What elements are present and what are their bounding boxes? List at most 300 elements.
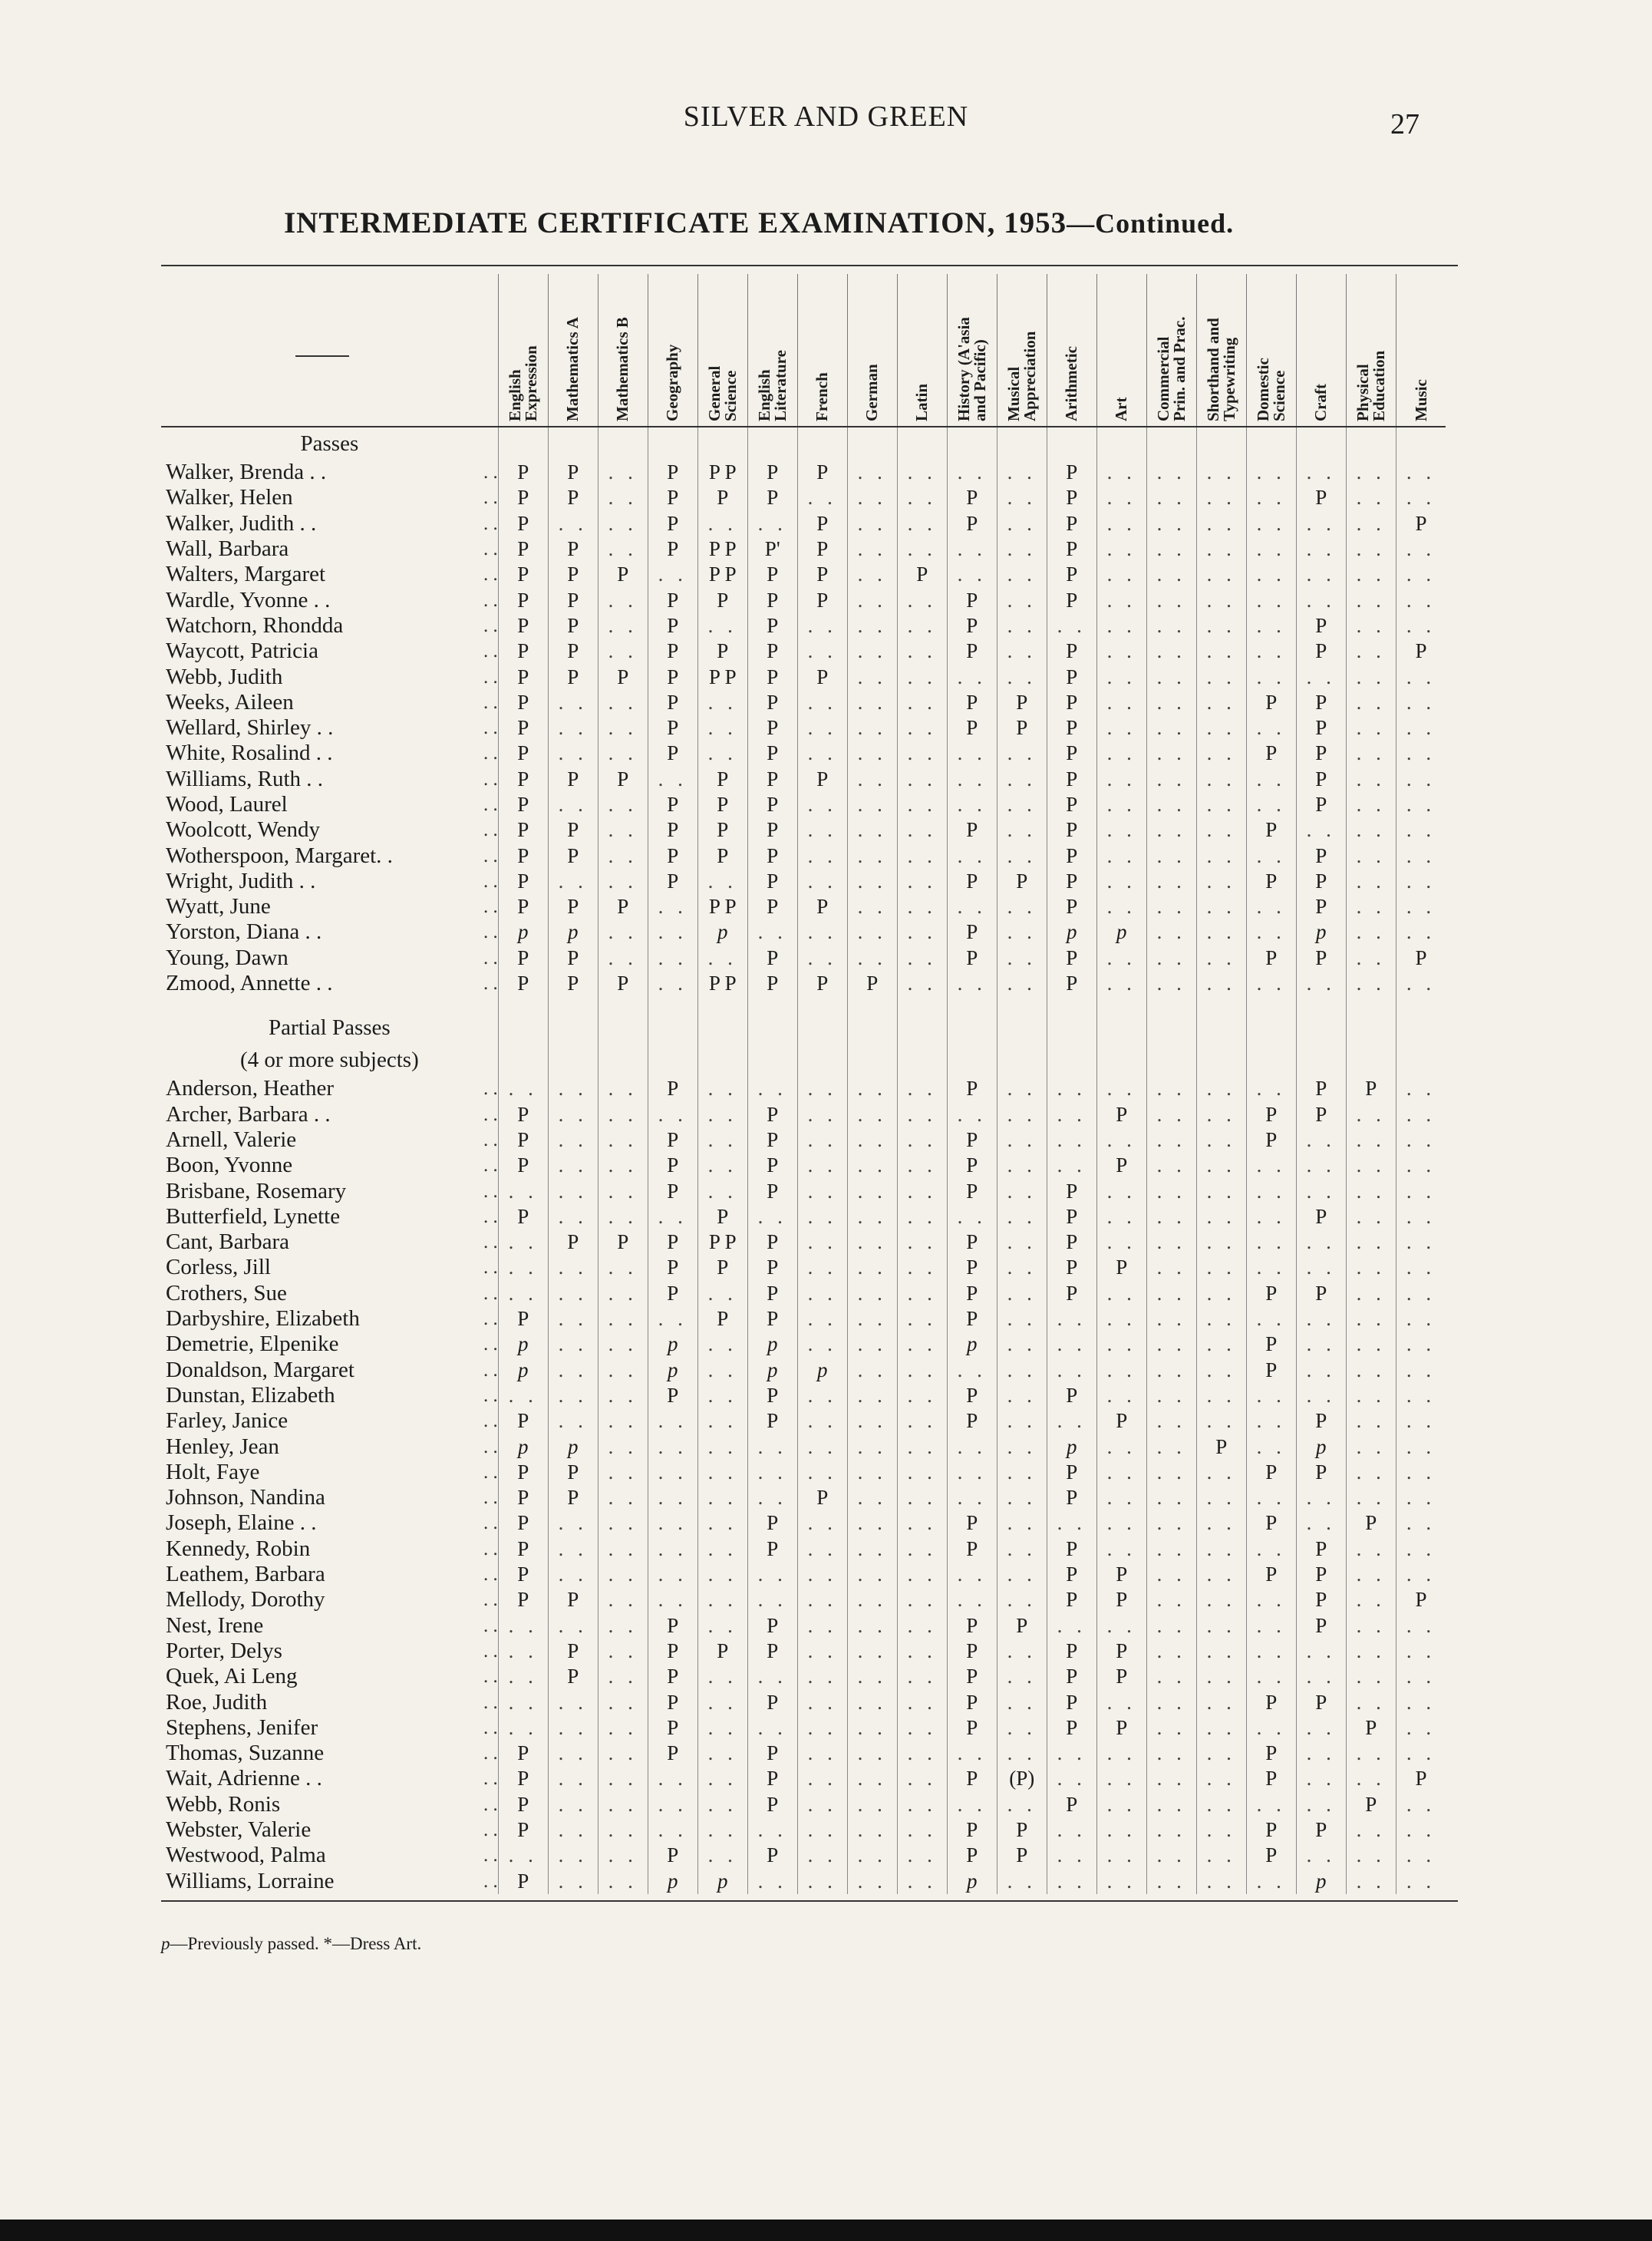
result-cell: P [1047, 1587, 1096, 1612]
no-result-cell: . . [697, 869, 747, 894]
leader-dots: . . [483, 589, 498, 611]
student-name: Roe, Judith [166, 1689, 268, 1715]
no-result-cell: . . [1346, 971, 1396, 996]
table-row [161, 1562, 1446, 1587]
no-result-cell: . . [797, 485, 847, 510]
no-result-cell: . . [797, 1792, 847, 1817]
result-cell: p [648, 1868, 697, 1893]
no-result-cell: . . [697, 1664, 747, 1689]
no-result-cell: . . [1096, 1536, 1146, 1562]
result-cell: P [498, 1408, 548, 1434]
no-result-cell: . . [847, 664, 897, 689]
no-result-cell: . . [897, 767, 947, 792]
no-result-cell: . . [1396, 1178, 1446, 1203]
empty-cell [697, 427, 747, 460]
no-result-cell: . . [1196, 1766, 1246, 1791]
no-result-cell: . . [797, 1434, 847, 1459]
no-result-cell: . . [897, 460, 947, 485]
no-result-cell: . . [1296, 1664, 1346, 1689]
no-result-cell: . . [847, 1817, 897, 1843]
result-cell: P [1047, 715, 1096, 741]
subject-header [797, 274, 847, 427]
no-result-cell: . . [897, 1664, 947, 1689]
no-result-cell: . . [548, 511, 598, 536]
leader-dots: . . [483, 1691, 498, 1713]
page-number: 27 [1390, 108, 1420, 140]
no-result-cell: . . [1096, 817, 1146, 843]
no-result-cell: . . [697, 1408, 747, 1434]
result-cell: P [1246, 741, 1296, 766]
no-result-cell: . . [797, 1153, 847, 1178]
no-result-cell: . . [1146, 1587, 1196, 1612]
no-result-cell: . . [797, 1281, 847, 1306]
no-result-cell: . . [1246, 894, 1296, 919]
no-result-cell: . . [1196, 536, 1246, 562]
no-result-cell: . . [897, 1332, 947, 1357]
no-result-cell: . . [997, 613, 1047, 639]
student-name: Archer, Barbara . . [166, 1101, 331, 1127]
empty-cell [1096, 1044, 1146, 1076]
no-result-cell: . . [1196, 511, 1246, 536]
no-result-cell: . . [1396, 1102, 1446, 1127]
result-cell: p [947, 1332, 997, 1357]
no-result-cell: . . [797, 1612, 847, 1638]
no-result-cell: . . [747, 919, 797, 945]
no-result-cell: . . [697, 741, 747, 766]
leader-dots: . . [483, 1487, 498, 1509]
table-row [161, 1510, 1446, 1536]
no-result-cell: . . [797, 1741, 847, 1766]
no-result-cell: . . [1146, 1792, 1196, 1817]
result-cell: P [1047, 1562, 1096, 1587]
result-cell: P [1346, 1510, 1396, 1536]
no-result-cell: . . [1196, 562, 1246, 587]
no-result-cell: . . [1346, 1664, 1396, 1689]
student-name: Walker, Brenda . . [166, 460, 327, 485]
no-result-cell: . . [548, 690, 598, 715]
no-result-cell: . . [1196, 792, 1246, 817]
result-cell: P [1296, 1587, 1346, 1612]
result-cell: P [947, 1536, 997, 1562]
no-result-cell: . . [1146, 1766, 1196, 1791]
result-cell: P [1047, 971, 1096, 996]
no-result-cell: . . [947, 1434, 997, 1459]
no-result-cell: . . [947, 1102, 997, 1127]
result-cell: P [1096, 1153, 1146, 1178]
no-result-cell: . . [1096, 587, 1146, 612]
no-result-cell: . . [598, 1358, 648, 1383]
leader-dots: . . [483, 718, 498, 739]
result-cell: P [747, 1741, 797, 1766]
no-result-cell: . . [997, 971, 1047, 996]
empty-cell [947, 996, 997, 1044]
result-cell: P [747, 1689, 797, 1715]
result-cell: P [1246, 1766, 1296, 1791]
leader-dots: . . [483, 487, 498, 509]
result-cell: P [747, 767, 797, 792]
no-result-cell: . . [1396, 664, 1446, 689]
result-cell: P [1047, 1639, 1096, 1664]
empty-cell [548, 427, 598, 460]
student-name: Arnell, Valerie [166, 1127, 297, 1152]
no-result-cell: . . [548, 1332, 598, 1357]
subject-header-label: Musical Appreciation [1004, 331, 1039, 421]
result-cell: P [498, 869, 548, 894]
result-cell: P [947, 1076, 997, 1101]
result-cell: P [1047, 690, 1096, 715]
result-cell: P [747, 1229, 797, 1255]
result-cell: P [697, 587, 747, 612]
empty-cell [1346, 427, 1396, 460]
result-cell: P [947, 1255, 997, 1280]
no-result-cell: . . [1096, 1792, 1146, 1817]
no-result-cell: . . [1246, 792, 1296, 817]
no-result-cell: . . [897, 1587, 947, 1612]
no-result-cell: . . [997, 843, 1047, 868]
no-result-cell: . . [697, 1766, 747, 1791]
result-cell: P [648, 1843, 697, 1868]
no-result-cell: . . [648, 919, 697, 945]
no-result-cell: . . [598, 946, 648, 971]
no-result-cell: . . [1296, 1229, 1346, 1255]
no-result-cell: . . [747, 1817, 797, 1843]
result-cell: P [747, 613, 797, 639]
result-cell: P [797, 587, 847, 612]
no-result-cell: . . [1396, 894, 1446, 919]
no-result-cell: . . [1346, 536, 1396, 562]
result-cell: P [697, 485, 747, 510]
leader-dots: . . [483, 1206, 498, 1227]
no-result-cell: . . [947, 741, 997, 766]
result-cell: P [797, 562, 847, 587]
no-result-cell: . . [1096, 1843, 1146, 1868]
no-result-cell: . . [1047, 1153, 1096, 1178]
result-cell: P [648, 664, 697, 689]
no-result-cell: . . [598, 715, 648, 741]
no-result-cell: . . [1196, 919, 1246, 945]
no-result-cell: . . [897, 639, 947, 664]
result-cell: P [1296, 1281, 1346, 1306]
no-result-cell: . . [1396, 843, 1446, 868]
result-cell: P [648, 690, 697, 715]
result-cell: P [947, 1817, 997, 1843]
no-result-cell: . . [1396, 1306, 1446, 1332]
no-result-cell: . . [1196, 1178, 1246, 1203]
result-cell: P [1246, 1562, 1296, 1587]
result-cell: P [648, 1383, 697, 1408]
no-result-cell: . . [548, 1766, 598, 1791]
no-result-cell: . . [897, 1102, 947, 1127]
result-cell: P [1047, 1460, 1096, 1485]
no-result-cell: . . [1246, 460, 1296, 485]
result-cell: P [1296, 1562, 1346, 1587]
no-result-cell: . . [997, 919, 1047, 945]
no-result-cell: . . [797, 1817, 847, 1843]
no-result-cell: . . [548, 1076, 598, 1101]
result-cell: p [548, 919, 598, 945]
result-cell: P [548, 562, 598, 587]
section-title: Partial Passes [269, 1015, 391, 1040]
result-cell: P [947, 1715, 997, 1741]
table-row [161, 817, 1446, 843]
no-result-cell: . . [1396, 919, 1446, 945]
no-result-cell: . . [1096, 485, 1146, 510]
no-result-cell: . . [1096, 639, 1146, 664]
no-result-cell: . . [1146, 536, 1196, 562]
student-name: Waycott, Patricia [166, 639, 318, 664]
student-name: Wotherspoon, Margaret. . [166, 843, 393, 868]
student-name: Webster, Valerie [166, 1817, 312, 1842]
student-name: Webb, Judith [166, 664, 283, 689]
result-cell: P [1246, 817, 1296, 843]
result-cell: P [747, 587, 797, 612]
result-cell: P [548, 1639, 598, 1664]
no-result-cell: . . [847, 1536, 897, 1562]
table-row [161, 894, 1446, 919]
no-result-cell: . . [897, 1792, 947, 1817]
leader-dots: . . [483, 1717, 498, 1738]
result-cell: P [747, 817, 797, 843]
no-result-cell: . . [897, 1127, 947, 1153]
no-result-cell: . . [1396, 1434, 1446, 1459]
no-result-cell: . . [1396, 1510, 1446, 1536]
no-result-cell: . . [1396, 1792, 1446, 1817]
no-result-cell: . . [1296, 1485, 1346, 1510]
empty-cell [548, 1044, 598, 1076]
no-result-cell: . . [997, 1587, 1047, 1612]
result-cell: P [1296, 792, 1346, 817]
no-result-cell: . . [1096, 792, 1146, 817]
subject-header-label: Arithmetic [1062, 346, 1081, 421]
no-result-cell: . . [598, 817, 648, 843]
no-result-cell: . . [598, 1306, 648, 1332]
no-result-cell: . . [598, 1485, 648, 1510]
no-result-cell: . . [1396, 767, 1446, 792]
no-result-cell: . . [598, 1689, 648, 1715]
result-cell: P [648, 1281, 697, 1306]
no-result-cell: . . [1346, 1408, 1396, 1434]
no-result-cell: . . [1196, 1204, 1246, 1229]
result-cell: P [548, 1229, 598, 1255]
no-result-cell: . . [1346, 894, 1396, 919]
section-subtitle: (4 or more subjects) [240, 1047, 419, 1072]
no-result-cell: . . [1196, 690, 1246, 715]
no-result-cell: . . [1146, 817, 1196, 843]
no-result-cell: . . [1146, 587, 1196, 612]
result-cell: P [1047, 1485, 1096, 1510]
empty-cell [598, 996, 648, 1044]
result-cell: P P [697, 894, 747, 919]
no-result-cell: . . [847, 946, 897, 971]
table-row [161, 511, 1446, 536]
result-cell: P [498, 639, 548, 664]
no-result-cell: . . [1396, 1127, 1446, 1153]
no-result-cell: . . [847, 1612, 897, 1638]
result-cell: P [1246, 1689, 1296, 1715]
no-result-cell: . . [1246, 971, 1296, 996]
no-result-cell: . . [598, 1868, 648, 1893]
no-result-cell: . . [697, 1562, 747, 1587]
table-row [161, 1587, 1446, 1612]
no-result-cell: . . [1196, 1510, 1246, 1536]
subject-header-label: General Science [704, 365, 740, 421]
no-result-cell: . . [598, 1332, 648, 1357]
result-cell: P [498, 1204, 548, 1229]
no-result-cell: . . [697, 1127, 747, 1153]
leader-dots: . . [483, 1640, 498, 1662]
result-cell: P P [697, 562, 747, 587]
no-result-cell: . . [1096, 664, 1146, 689]
no-result-cell: . . [997, 767, 1047, 792]
no-result-cell: . . [1246, 1408, 1296, 1434]
no-result-cell: . . [897, 1358, 947, 1383]
no-result-cell: . . [947, 894, 997, 919]
no-result-cell: . . [1146, 1434, 1196, 1459]
empty-cell [1296, 1044, 1346, 1076]
result-cell: P [1246, 1843, 1296, 1868]
no-result-cell: . . [797, 715, 847, 741]
leader-dots: . . [483, 666, 498, 688]
no-result-cell: . . [1346, 1332, 1396, 1357]
leader-dots: . . [483, 1538, 498, 1559]
no-result-cell: . . [1146, 1153, 1196, 1178]
no-result-cell: . . [897, 1562, 947, 1587]
no-result-cell: . . [997, 1562, 1047, 1587]
empty-cell [747, 1044, 797, 1076]
student-name: Williams, Ruth . . [166, 766, 324, 791]
result-cell: P [997, 1817, 1047, 1843]
result-cell: P [1096, 1664, 1146, 1689]
no-result-cell: . . [897, 485, 947, 510]
no-result-cell: . . [1096, 1358, 1146, 1383]
no-result-cell: . . [797, 690, 847, 715]
leader-dots: . . [483, 947, 498, 969]
result-cell: p [548, 1434, 598, 1459]
no-result-cell: . . [598, 1843, 648, 1868]
result-cell: P [598, 894, 648, 919]
result-cell: p [648, 1358, 697, 1383]
result-cell: P [498, 1485, 548, 1510]
no-result-cell: . . [548, 1510, 598, 1536]
no-result-cell: . . [1296, 1127, 1346, 1153]
no-result-cell: . . [1196, 1153, 1246, 1178]
no-result-cell: . . [598, 1715, 648, 1741]
no-result-cell: . . [1296, 1306, 1346, 1332]
result-cell: P [648, 485, 697, 510]
result-cell: P [1047, 894, 1096, 919]
no-result-cell: . . [697, 1434, 747, 1459]
no-result-cell: . . [997, 1255, 1047, 1280]
result-cell: P [747, 1306, 797, 1332]
no-result-cell: . . [1396, 792, 1446, 817]
no-result-cell: . . [598, 1102, 648, 1127]
table-row [161, 869, 1446, 894]
no-result-cell: . . [548, 1689, 598, 1715]
result-cell: P [1047, 946, 1096, 971]
table-row [161, 613, 1446, 639]
no-result-cell: . . [1246, 1255, 1296, 1280]
empty-cell [1296, 996, 1346, 1044]
result-cell: P [1047, 741, 1096, 766]
table-row [161, 1076, 1446, 1101]
title-year: 1953 [1004, 206, 1067, 239]
no-result-cell: . . [1346, 1460, 1396, 1485]
leader-dots: . . [483, 1794, 498, 1815]
result-cell: p [697, 919, 747, 945]
no-result-cell: . . [1047, 1332, 1096, 1357]
no-result-cell: . . [1346, 1102, 1396, 1127]
no-result-cell: . . [1296, 536, 1346, 562]
no-result-cell: . . [648, 894, 697, 919]
no-result-cell: . . [747, 1868, 797, 1893]
no-result-cell: . . [1296, 1332, 1346, 1357]
no-result-cell: . . [897, 1868, 947, 1893]
no-result-cell: . . [548, 792, 598, 817]
no-result-cell: . . [697, 1076, 747, 1101]
no-result-cell: . . [1346, 1281, 1396, 1306]
no-result-cell: . . [1246, 1612, 1296, 1638]
no-result-cell: . . [1346, 1229, 1396, 1255]
result-cell: P [498, 817, 548, 843]
result-cell: P [1296, 1102, 1346, 1127]
no-result-cell: . . [897, 1485, 947, 1510]
no-result-cell: . . [897, 919, 947, 945]
empty-cell [498, 427, 548, 460]
no-result-cell: . . [997, 1741, 1047, 1766]
result-cell: P [498, 971, 548, 996]
no-result-cell: . . [1246, 1792, 1296, 1817]
result-cell: P [548, 1587, 598, 1612]
no-result-cell: . . [697, 1536, 747, 1562]
result-cell: P [747, 894, 797, 919]
no-result-cell: . . [797, 741, 847, 766]
no-result-cell: . . [1146, 664, 1196, 689]
subject-header [1246, 274, 1296, 427]
result-cell: P [1047, 485, 1096, 510]
no-result-cell: . . [1296, 817, 1346, 843]
result-cell: P [548, 894, 598, 919]
table-row [161, 1843, 1446, 1868]
no-result-cell: . . [847, 1664, 897, 1689]
table-row [161, 1689, 1446, 1715]
no-result-cell: . . [1196, 1792, 1246, 1817]
result-cell: P [947, 1664, 997, 1689]
no-result-cell: . . [1246, 639, 1296, 664]
leader-dots: . . [483, 845, 498, 866]
result-cell: P [1047, 587, 1096, 612]
no-result-cell: . . [897, 869, 947, 894]
result-cell: P [648, 1741, 697, 1766]
leader-dots: . . [483, 1078, 498, 1100]
result-cell: P [747, 1153, 797, 1178]
result-cell: P [947, 1510, 997, 1536]
student-name: Crothers, Sue [166, 1280, 287, 1305]
no-result-cell: . . [1346, 792, 1396, 817]
no-result-cell: . . [1246, 1536, 1296, 1562]
result-cell: P [797, 767, 847, 792]
no-result-cell: . . [1096, 1229, 1146, 1255]
no-result-cell: . . [897, 1383, 947, 1408]
no-result-cell: . . [1396, 1689, 1446, 1715]
no-result-cell: . . [598, 843, 648, 868]
no-result-cell: . . [1346, 1817, 1396, 1843]
result-cell: P [797, 664, 847, 689]
no-result-cell: . . [598, 1153, 648, 1178]
no-result-cell: . . [1196, 1255, 1246, 1280]
empty-cell [1396, 427, 1446, 460]
no-result-cell: . . [997, 664, 1047, 689]
table-row [161, 971, 1446, 996]
